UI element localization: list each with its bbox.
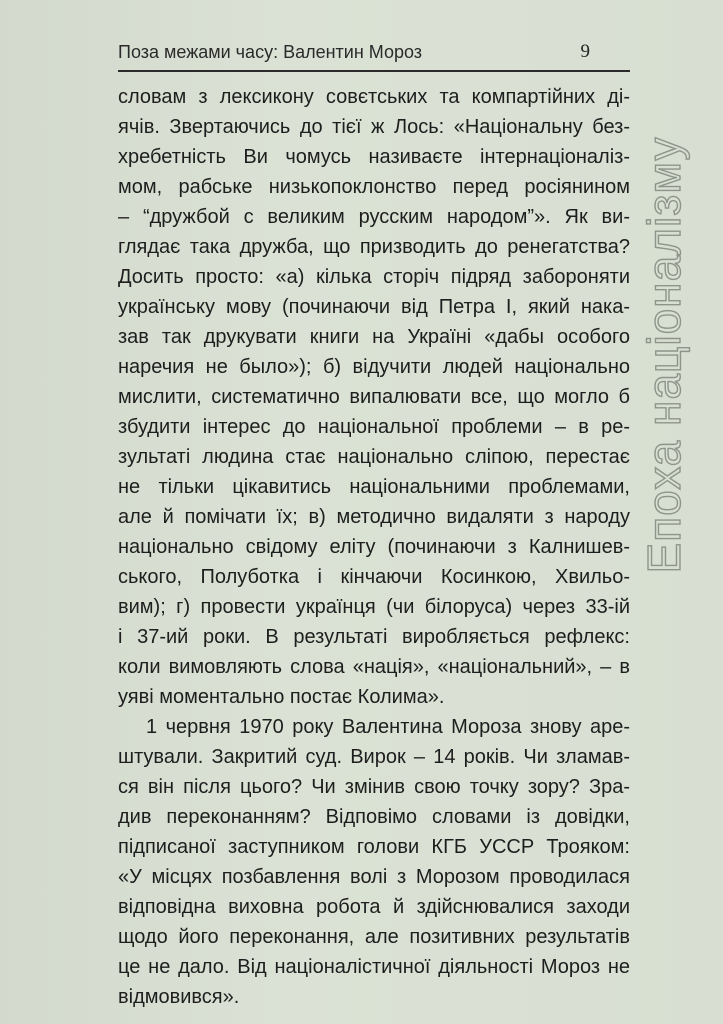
section-side-label xyxy=(634,95,694,615)
text-line: зав так друкувати книги на Україні «дабы особого xyxy=(118,326,630,348)
text-line: і 37-ий роки. В результаті виробляється рефлекс: xyxy=(118,626,630,648)
text-line: мом, рабське низькопоклонство перед росіянином xyxy=(118,176,630,198)
body-text xyxy=(118,82,630,1012)
section-side-label-text: Епоха націоналізму xyxy=(638,136,690,574)
text-line: глядає така дружба, що призводить до ренегатства? xyxy=(118,236,630,258)
text-line: словам з лексикону совєтських та компартійних ді- xyxy=(118,86,630,108)
text-line: наречия не было»); б) відучити людей національно xyxy=(118,356,630,378)
text-line: зультаті людина стає національно сліпою, перестає xyxy=(118,446,630,468)
text-line: ячів. Звертаючись до тієї ж Лось: «Національну без- xyxy=(118,116,630,138)
text-line: щодо його переконання, але позитивних результатів xyxy=(118,926,630,948)
text-line: коли вимовляють слова «нація», «національний», – в xyxy=(118,656,630,678)
text-line: ського, Полуботка і кінчаючи Косинкою, Хвильо- xyxy=(118,566,630,588)
running-header xyxy=(118,40,630,72)
text-line: див переконанням? Відповімо словами із довідки, xyxy=(118,806,630,828)
text-line: це не дало. Від націоналістичної діяльності Мороз не xyxy=(118,956,630,978)
text-line: ся він після цього? Чи змінив свою точку зору? Зра- xyxy=(118,776,630,798)
text-line: вим); г) провести українця (чи білоруса) через 33-ій xyxy=(118,596,630,618)
text-line: збудити інтерес до національної проблеми – в ре- xyxy=(118,416,630,438)
running-header-title: Поза межами часу: Валентин Мороз xyxy=(118,42,423,62)
text-line: відповідна виховна робота й здійснювалися заходи xyxy=(118,896,630,918)
text-line: Досить просто: «а) кілька сторіч підряд забороняти xyxy=(118,266,630,288)
text-line: але й помічати їх; в) методично видаляти з народу xyxy=(118,506,630,528)
text-line: підписаної заступником голови КГБ УССР Трояком: xyxy=(118,836,630,858)
text-line: уяві моментально постає Колима». xyxy=(118,686,445,708)
text-line: українську мову (починаючи від Петра І, який нака- xyxy=(118,296,630,318)
text-line: національно свідому еліту (починаючи з Калнишев- xyxy=(118,536,630,558)
page-number: 9 xyxy=(580,41,590,62)
text-line: – “дружбой с великим русским народом”». Як ви- xyxy=(118,206,630,228)
text-line: хребетність Ви чомусь називаєте інтернаціоналіз- xyxy=(118,146,630,168)
text-line: «У місцях позбавлення волі з Морозом проводилася xyxy=(118,866,630,888)
text-line: 1 червня 1970 року Валентина Мороза знову аре- xyxy=(146,716,630,738)
text-line: не тільки цікавитись національними проблемами, xyxy=(118,476,630,498)
text-line: мислити, систематично випалювати все, що могло б xyxy=(118,386,630,408)
text-line: відмовився». xyxy=(118,986,240,1008)
text-line: штували. Закритий суд. Вирок – 14 років. Чи зламав- xyxy=(118,746,630,768)
